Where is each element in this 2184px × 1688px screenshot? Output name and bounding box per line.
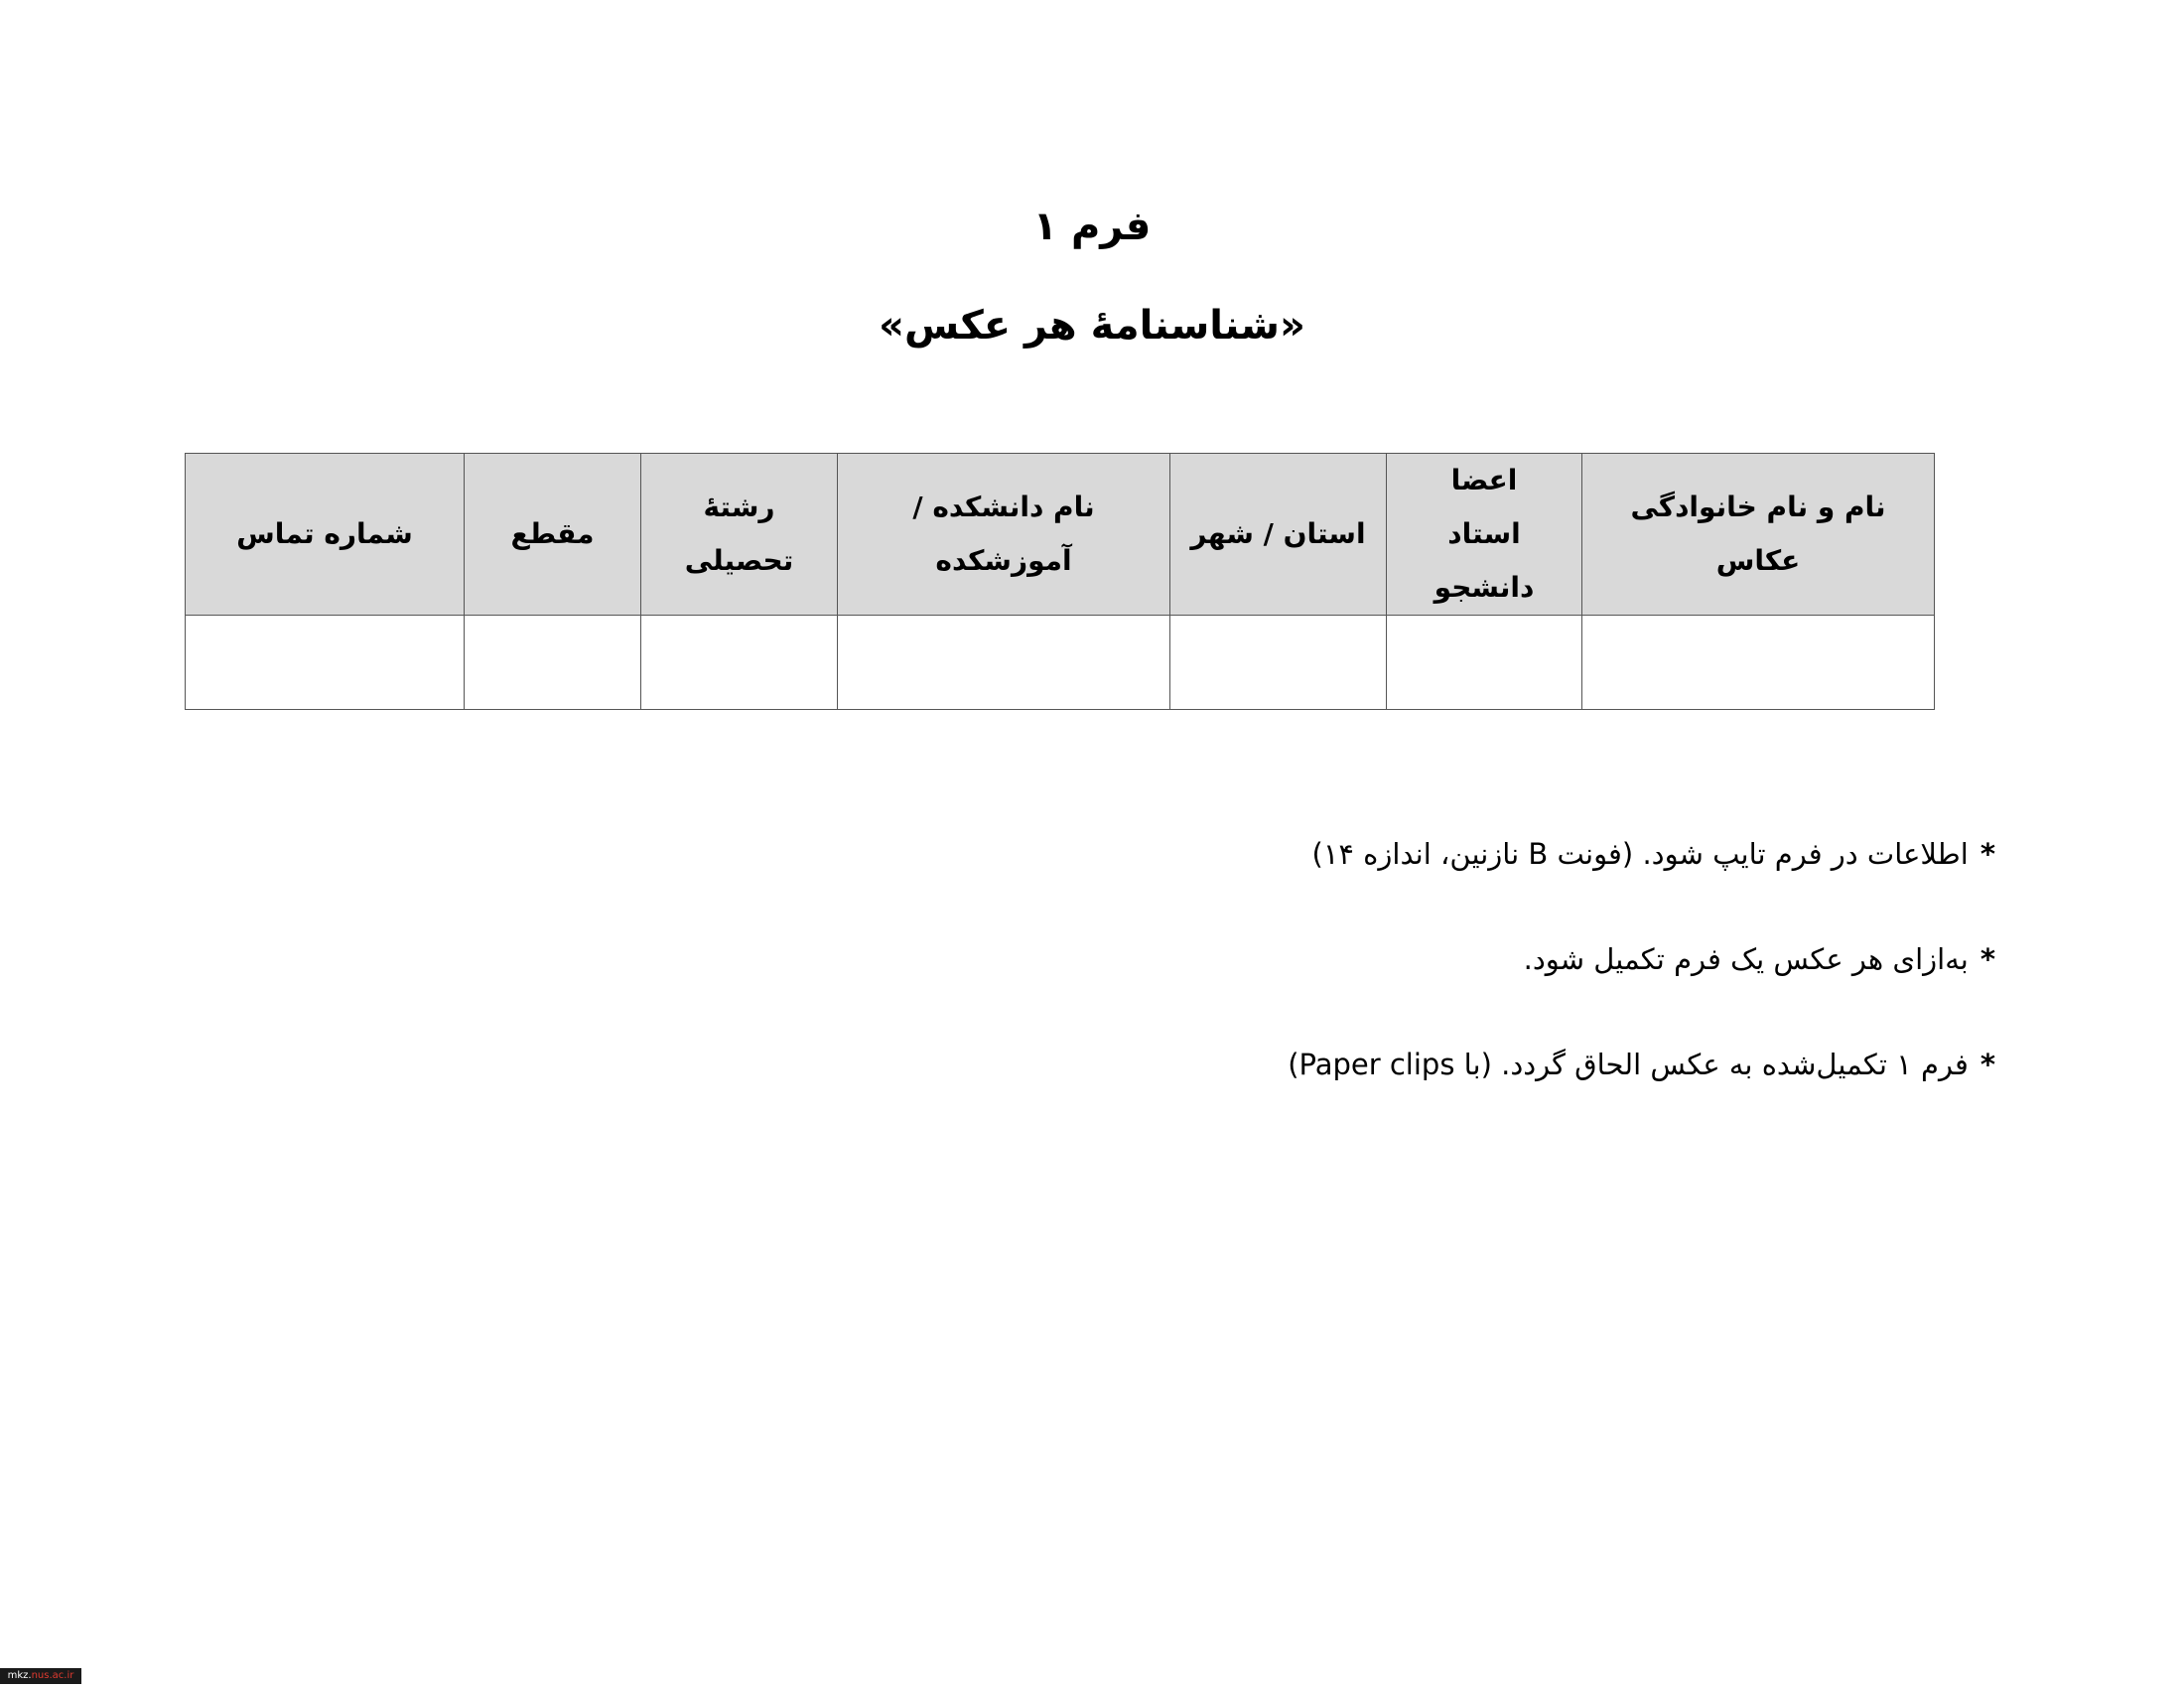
site-logo-accent: nus.ac.ir <box>31 1670 74 1681</box>
page-title: فرم ۱ <box>1032 204 1152 249</box>
note-item <box>804 834 1995 939</box>
membership-label-members: اعضا <box>1450 464 1518 496</box>
page-subtitle: «شناسنامۀ هر عکس» <box>879 303 1305 349</box>
membership-label-student: دانشجو <box>1433 571 1535 604</box>
photo-info-table <box>185 453 1935 710</box>
column-header-field-of-study: رشتۀ تحصیلی <box>641 454 838 616</box>
note-text: اطلاعات در فرم تایپ شود. (فونت B نازنین، اندازه ۱۴) <box>1311 837 1969 871</box>
column-header-phone-number: شماره تماس <box>186 454 465 616</box>
column-header-degree-level: مقطع <box>465 454 641 616</box>
note-text: به‌ازای هر عکس یک فرم تکمیل شود. <box>1523 942 1969 976</box>
note-star: * <box>1979 1048 1995 1081</box>
cell-membership[interactable] <box>1387 616 1582 710</box>
table-header-row <box>186 454 1935 616</box>
note-item <box>804 1045 1995 1150</box>
cell-field-of-study[interactable] <box>641 616 838 710</box>
cell-degree-level[interactable] <box>465 616 641 710</box>
column-header-province-city: استان / شهر <box>1170 454 1387 616</box>
membership-label-faculty: استاد <box>1447 517 1521 550</box>
cell-photographer-name[interactable] <box>1582 616 1935 710</box>
note-text: فرم ۱ تکمیل‌شده به عکس الحاق گردد. (با Paper clips) <box>1288 1048 1969 1081</box>
column-header-faculty-name: نام دانشکده / آموزشکده <box>838 454 1170 616</box>
site-logo-text: mkz. <box>7 1670 32 1681</box>
site-logo <box>0 1668 81 1684</box>
note-star: * <box>1979 837 1995 871</box>
column-header-photographer-name: نام و نام خانوادگی عکاس <box>1582 454 1935 616</box>
note-item <box>804 939 1995 1045</box>
cell-phone-number[interactable] <box>186 616 465 710</box>
note-star: * <box>1979 942 1995 976</box>
cell-province-city[interactable] <box>1170 616 1387 710</box>
cell-faculty-name[interactable] <box>838 616 1170 710</box>
column-header-membership <box>1387 454 1582 616</box>
notes-list <box>804 834 1995 1150</box>
table-row <box>186 616 1935 710</box>
